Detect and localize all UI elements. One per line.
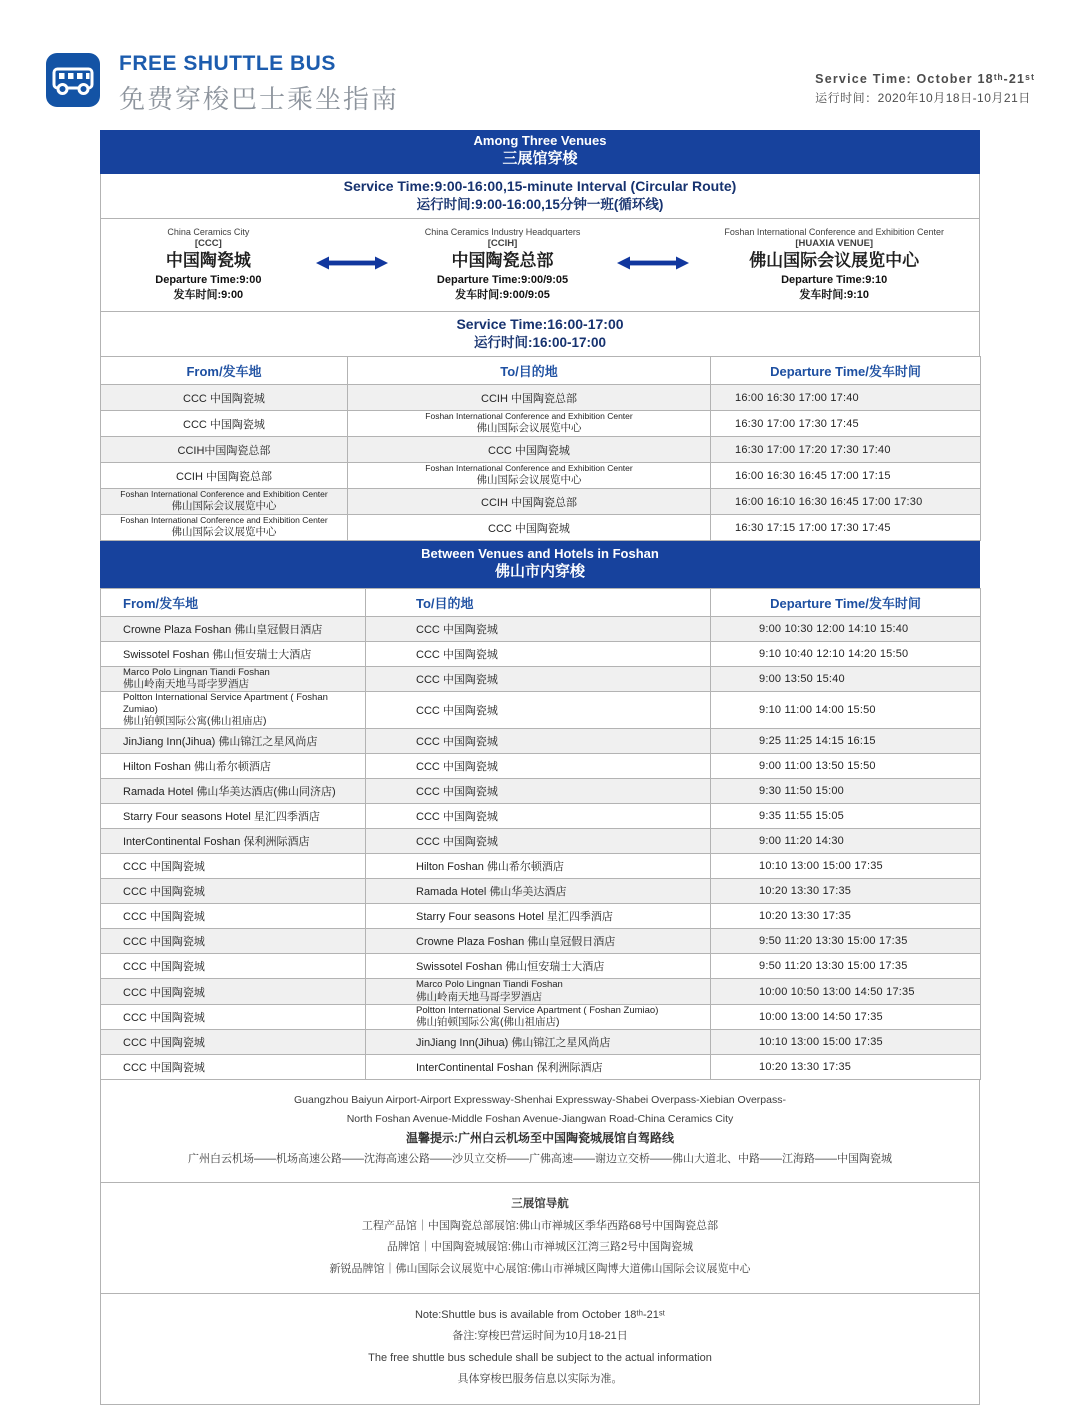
to-cell: Foshan International Conference and Exhibition Center 佛山国际会议展览中心: [348, 463, 711, 489]
table-row: [101, 1004, 981, 1030]
to-cell: CCC 中国陶瓷城: [366, 666, 711, 692]
venue-name-zh: 中国陶瓷城: [165, 250, 251, 270]
service-time-zh: 运行时间:9:00-16:00,15分钟一班(循环线): [416, 196, 664, 212]
from-cell: CCC 中国陶瓷城: [101, 411, 348, 437]
to-cell: CCC 中国陶瓷城: [366, 616, 711, 641]
to-cell: CCC 中国陶瓷城: [366, 692, 711, 729]
table-row: [101, 879, 981, 904]
venue-ccih: [388, 227, 618, 302]
times-cell: 9:50 11:20 13:30 15:00 17:35: [711, 954, 981, 979]
venue-name-en: Foshan International Conference and Exhibition Center: [724, 226, 945, 237]
note-disclaimer-en: The free shuttle bus schedule shall be subject to the actual information: [368, 1351, 712, 1364]
to-cell: InterContinental Foshan 保利洲际酒店: [366, 1055, 711, 1080]
driving-route-box: [100, 1080, 980, 1183]
service-time-circular: [100, 174, 980, 219]
table-row: [101, 829, 981, 854]
venue-name-zh: 中国陶瓷总部: [451, 250, 554, 270]
times-cell: 9:00 10:30 12:00 14:10 15:40: [711, 616, 981, 641]
to-cell: CCIH 中国陶瓷总部: [348, 489, 711, 515]
venue-ccc: [101, 227, 316, 302]
to-header: To/目的地: [366, 588, 711, 616]
times-cell: 16:30 17:15 17:00 17:30 17:45: [711, 515, 981, 541]
times-cell: 16:30 17:00 17:20 17:30 17:40: [711, 437, 981, 463]
table-row: [101, 929, 981, 954]
to-cell: CCC 中国陶瓷城: [366, 829, 711, 854]
title-block: [119, 52, 399, 116]
venue-departure-en: Departure Time:9:00: [155, 274, 262, 287]
from-cell: InterContinental Foshan 保利洲际酒店: [101, 829, 366, 854]
table-row: [101, 729, 981, 754]
from-cell: JinJiang Inn(Jihua) 佛山锦江之星风尚店: [101, 729, 366, 754]
hotels-schedule-table: [100, 588, 981, 1080]
to-cell: CCIH 中国陶瓷总部: [348, 385, 711, 411]
table-row: [101, 463, 981, 489]
table-row: [101, 515, 981, 541]
from-cell: Foshan International Conference and Exhibition Center 佛山国际会议展览中心: [101, 489, 348, 515]
from-cell: CCC 中国陶瓷城: [101, 1055, 366, 1080]
table-row: [101, 954, 981, 979]
venues-navigation-box: [100, 1183, 980, 1294]
venue-departure-en: Departure Time:9:00/9:05: [436, 274, 569, 287]
to-cell: CCC 中国陶瓷城: [348, 515, 711, 541]
times-cell: 16:00 16:30 17:00 17:40: [711, 385, 981, 411]
banner-title-en: Among Three Venues: [473, 133, 607, 148]
route-tip: 温馨提示:广州白云机场至中国陶瓷城展馆自驾路线: [406, 1131, 674, 1146]
venue-code: [CCIH]: [487, 238, 518, 250]
from-cell: Poltton International Service Apartment ( Foshan Zumiao) 佛山铂顿国际公寓(佛山祖庙店): [101, 692, 366, 729]
from-cell: CCC 中国陶瓷城: [101, 1030, 366, 1055]
from-cell: CCC 中国陶瓷城: [101, 979, 366, 1005]
to-cell: CCC 中国陶瓷城: [366, 729, 711, 754]
table-row: [101, 616, 981, 641]
to-cell: CCC 中国陶瓷城: [366, 804, 711, 829]
times-cell: 16:00 16:30 16:45 17:00 17:15: [711, 463, 981, 489]
route-line-en-2: North Foshan Avenue-Middle Foshan Avenue-Jiangwan Road-China Ceramics City: [346, 1112, 734, 1125]
table-row: [101, 1055, 981, 1080]
times-cell: 9:00 13:50 15:40: [711, 666, 981, 692]
times-cell: 9:00 11:20 14:30: [711, 829, 981, 854]
to-cell: Ramada Hotel 佛山华美达酒店: [366, 879, 711, 904]
to-cell: Hilton Foshan 佛山希尔顿酒店: [366, 854, 711, 879]
page-title-en: FREE SHUTTLE BUS: [119, 52, 336, 75]
table-row: [101, 385, 981, 411]
route-line-en-1: Guangzhou Baiyun Airport-Airport Expressway-Shenhai Expressway-Shabei Overpass-Xiebian Overpass-: [294, 1094, 786, 1107]
note-en: Note:Shuttle bus is available from October 18ᵗʰ-21ˢᵗ: [414, 1309, 666, 1322]
from-cell: Marco Polo Lingnan Tiandi Foshan 佛山岭南天地马哥孛罗酒店: [101, 666, 366, 692]
from-header: From/发车地: [101, 588, 366, 616]
to-cell: Foshan International Conference and Exhibition Center 佛山国际会议展览中心: [348, 411, 711, 437]
table-row: [101, 437, 981, 463]
times-cell: 10:20 13:30 17:35: [711, 904, 981, 929]
from-cell: Swissotel Foshan 佛山恒安瑞士大酒店: [101, 641, 366, 666]
table-row: [101, 411, 981, 437]
from-cell: CCC 中国陶瓷城: [101, 854, 366, 879]
from-cell: CCC 中国陶瓷城: [101, 929, 366, 954]
times-cell: 10:00 13:00 14:50 17:35: [711, 1004, 981, 1030]
venues-diagram: [100, 219, 980, 312]
times-cell: 9:10 10:40 12:10 14:20 15:50: [711, 641, 981, 666]
nav-line: 品牌馆｜中国陶瓷城展馆:佛山市禅城区江湾三路2号中国陶瓷城: [386, 1241, 694, 1254]
from-cell: Foshan International Conference and Exhibition Center 佛山国际会议展览中心: [101, 515, 348, 541]
venue-name-zh: 佛山国际会议展览中心: [749, 250, 920, 270]
route-line-zh: 广州白云机场——机场高速公路——沈海高速公路——沙贝立交桥——广佛高速——谢边立交桥——佛山大道北、中路——江海路——中国陶瓷城: [188, 1152, 892, 1165]
venue-departure-zh: 发车时间:9:00/9:05: [455, 288, 550, 301]
service-dates-en: Service Time: October 18ᵗʰ-21ˢᵗ: [815, 72, 1035, 86]
service-time2-en: Service Time:16:00-17:00: [456, 315, 624, 332]
banner-title-zh: 佛山市内穿梭: [494, 563, 585, 581]
to-cell: CCC 中国陶瓷城: [366, 779, 711, 804]
page-title-zh: 免费穿梭巴士乘坐指南: [119, 84, 400, 114]
service-time-en: Service Time:9:00-16:00,15-minute Interval (Circular Route): [343, 177, 737, 194]
from-cell: Ramada Hotel 佛山华美达酒店(佛山同济店): [101, 779, 366, 804]
service-time2-zh: 运行时间:16:00-17:00: [473, 334, 607, 350]
from-cell: CCC 中国陶瓷城: [101, 954, 366, 979]
times-cell: 9:25 11:25 14:15 16:15: [711, 729, 981, 754]
nav-title: 三展馆导航: [511, 1197, 569, 1210]
from-cell: CCIH 中国陶瓷总部: [101, 463, 348, 489]
nav-line: 工程产品馆｜中国陶瓷总部展馆:佛山市禅城区季华西路68号中国陶瓷总部: [361, 1219, 719, 1232]
venue-code: [HUAXIA VENUE]: [795, 238, 874, 250]
service-dates: [815, 72, 1035, 106]
table-row: [101, 666, 981, 692]
times-cell: 10:20 13:30 17:35: [711, 879, 981, 904]
times-cell: 16:30 17:00 17:30 17:45: [711, 411, 981, 437]
banner-title-zh: 三展馆穿梭: [502, 150, 578, 168]
double-arrow-icon: [617, 255, 689, 276]
venue-departure-zh: 发车时间:9:00: [173, 288, 244, 301]
times-cell: 9:50 11:20 13:30 15:00 17:35: [711, 929, 981, 954]
note-box: [100, 1294, 980, 1405]
from-cell: CCIH中国陶瓷总部: [101, 437, 348, 463]
times-cell: 9:35 11:55 15:05: [711, 804, 981, 829]
table-row: [101, 641, 981, 666]
from-header: From/发车地: [101, 357, 348, 385]
times-cell: 9:00 11:00 13:50 15:50: [711, 754, 981, 779]
venue-name-en: China Ceramics City: [167, 226, 250, 237]
to-cell: CCC 中国陶瓷城: [366, 641, 711, 666]
venue-name-en: China Ceramics Industry Headquarters: [424, 226, 581, 237]
to-cell: JinJiang Inn(Jihua) 佛山锦江之星风尚店: [366, 1030, 711, 1055]
to-cell: Marco Polo Lingnan Tiandi Foshan 佛山岭南天地马哥孛罗酒店: [366, 979, 711, 1005]
table-row: [101, 779, 981, 804]
times-cell: 9:30 11:50 15:00: [711, 779, 981, 804]
times-cell: 10:00 10:50 13:00 14:50 17:35: [711, 979, 981, 1005]
to-cell: CCC 中国陶瓷城: [366, 754, 711, 779]
venue-departure-zh: 发车时间:9:10: [799, 288, 870, 301]
table-row: [101, 754, 981, 779]
table-row: [101, 979, 981, 1005]
table-row: [101, 692, 981, 729]
departure-header: Departure Time/发车时间: [711, 588, 981, 616]
venue-code: [CCC]: [194, 238, 222, 250]
from-cell: Hilton Foshan 佛山希尔顿酒店: [101, 754, 366, 779]
note-disclaimer-zh: 具体穿梭巴服务信息以实际为准。: [457, 1373, 623, 1386]
from-cell: Starry Four seasons Hotel 星汇四季酒店: [101, 804, 366, 829]
times-cell: 16:00 16:10 16:30 16:45 17:00 17:30: [711, 489, 981, 515]
from-cell: Crowne Plaza Foshan 佛山皇冠假日酒店: [101, 616, 366, 641]
to-cell: CCC 中国陶瓷城: [348, 437, 711, 463]
content-column: [100, 130, 980, 1405]
times-cell: 10:10 13:00 15:00 17:35: [711, 854, 981, 879]
to-header: To/目的地: [348, 357, 711, 385]
table-row: [101, 489, 981, 515]
table-row: [101, 854, 981, 879]
service-dates-zh: 运行时间：2020年10月18日-10月21日: [815, 91, 1031, 105]
to-cell: Starry Four seasons Hotel 星汇四季酒店: [366, 904, 711, 929]
times-cell: 10:10 13:00 15:00 17:35: [711, 1030, 981, 1055]
from-cell: CCC 中国陶瓷城: [101, 904, 366, 929]
page-header: [45, 52, 1035, 116]
service-time-evening: [100, 312, 980, 357]
banner-among-three-venues: [100, 130, 980, 174]
venue-huaxia: [689, 227, 979, 302]
times-cell: 10:20 13:30 17:35: [711, 1055, 981, 1080]
venue-departure-en: Departure Time:9:10: [781, 274, 888, 287]
banner-venues-hotels: [100, 541, 980, 589]
nav-line: 新锐品牌馆｜佛山国际会议展览中心展馆:佛山市禅城区陶博大道佛山国际会议展览中心: [329, 1262, 751, 1275]
table-row: [101, 904, 981, 929]
from-cell: CCC 中国陶瓷城: [101, 385, 348, 411]
from-cell: CCC 中国陶瓷城: [101, 1004, 366, 1030]
table-header-row: [101, 357, 981, 385]
departure-header: Departure Time/发车时间: [711, 357, 981, 385]
table-row: [101, 804, 981, 829]
banner-title-en: Between Venues and Hotels in Foshan: [421, 546, 659, 562]
double-arrow-icon: [316, 255, 388, 276]
to-cell: Swissotel Foshan 佛山恒安瑞士大酒店: [366, 954, 711, 979]
note-zh: 备注:穿梭巴营运时间为10月18-21日: [452, 1330, 628, 1343]
times-cell: 9:10 11:00 14:00 15:50: [711, 692, 981, 729]
venues-schedule-table: [100, 356, 981, 541]
bus-icon: [45, 52, 101, 108]
to-cell: Poltton International Service Apartment ( Foshan Zumiao) 佛山铂顿国际公寓(佛山祖庙店): [366, 1004, 711, 1030]
from-cell: CCC 中国陶瓷城: [101, 879, 366, 904]
to-cell: Crowne Plaza Foshan 佛山皇冠假日酒店: [366, 929, 711, 954]
table-row: [101, 1030, 981, 1055]
table-header-row: [101, 588, 981, 616]
